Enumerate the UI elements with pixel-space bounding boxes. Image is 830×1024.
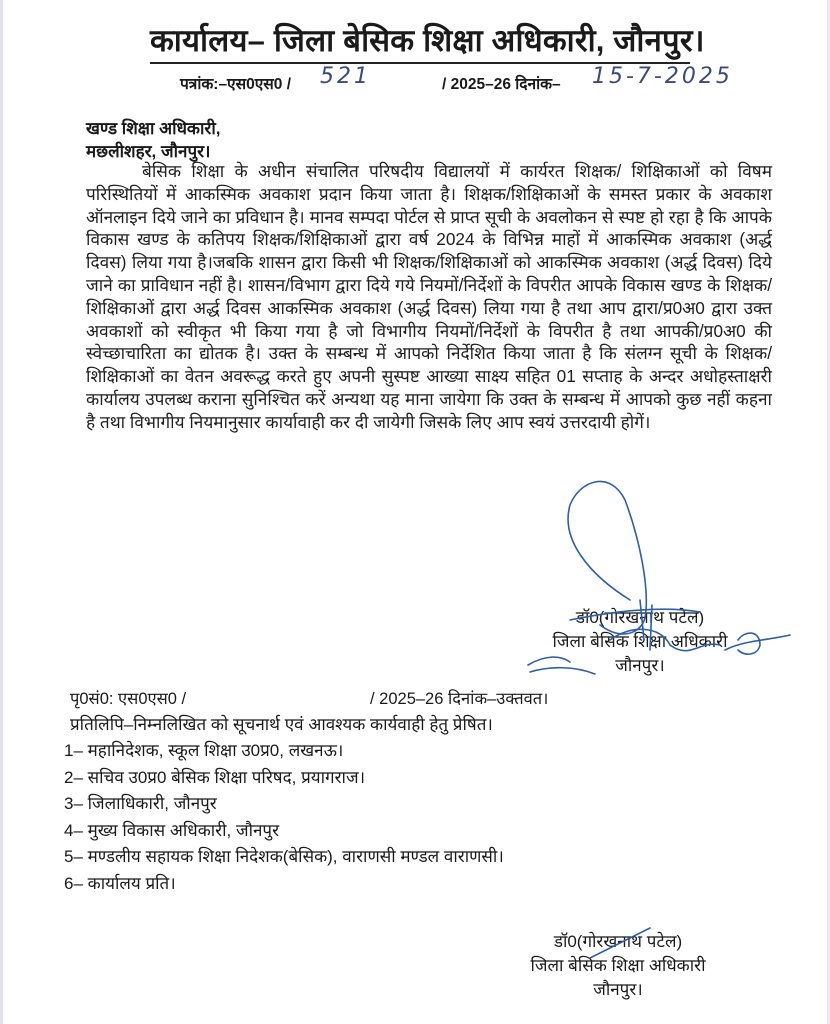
recipient-item: 2– सचिव उ0प्र0 बेसिक शिक्षा परिषद, प्रयागराज। [64,767,366,787]
recipient-item: 4– मुख्य विकास अधिकारी, जौनपुर [64,820,280,840]
signature-block-1 [520,606,760,678]
signatory-designation: जिला बेसिक शिक्षा अधिकारी [552,632,728,651]
signatory-place: जौनपुर। [593,980,643,999]
ref-suffix: / 2025–26 दिनांक– [442,76,561,93]
ref-number-handwritten: 521 [320,64,371,89]
recipient-item: 5– मण्डलीय सहायक शिक्षा निदेशक(बेसिक), वाराणसी मण्डल वाराणसी। [64,847,504,866]
letter-reference-line [180,66,800,94]
copy-ref-suffix: / 2025–26 दिनांक–उक्तवत। [370,690,549,708]
copy-intro: प्रतिलिपि–निम्नलिखित को सूचनार्थ एवं आवश्यक कार्यवाही हेतु प्रेषित। [70,715,493,734]
recipient-item: 1– महानिदेशक, स्कूल शिक्षा उ0प्र0, लखनऊ। [64,741,344,760]
signatory-designation: जिला बेसिक शिक्षा अधिकारी [530,956,706,975]
page-edge-left [0,0,3,1024]
date-handwritten: 15-7-2025 [592,64,733,89]
signatory-name: डॉ0(गोरखनाथ पटेल) [553,932,683,951]
signatory-place: जौनपुर। [615,656,665,675]
recipient-item: 3– जिलाधिकारी, जौनपुर [64,794,217,813]
ref-prefix: पत्रांक:–एस0एस0 / [180,76,292,93]
office-heading: कार्यालय– जिला बेसिक शिक्षा अधिकारी, जौनपुर। [150,22,690,64]
signature-block-2 [498,930,738,1002]
addressee-line-2: मछलीशहर, जौनपुर। [86,142,211,161]
copy-recipients-list [64,738,504,897]
copy-reference-line [70,686,630,708]
copy-ref-prefix: पृ0सं0: एस0एस0 / [70,690,187,708]
recipient-item: 6– कार्यालय प्रति। [64,873,176,893]
letter-body: बेसिक शिक्षा के अधीन संचालित परिषदीय विद्यालयों में कार्यरत शिक्षक/ शिक्षिकाओं को विषम परिस्थितियों में आकस्मिक अवकाश प्रदान किया जाता है। शिक्षक/शिक्षिकाओं के समस्त प्रकार के अवकाश ऑनलाइन दिये जाने का प्रविधान है। मानव सम्पदा पोर्टल से प्राप्त सूची के अवलोकन से स्पष्ट हो रहा है कि आपके विकास खण्ड के कतिपय शिक्षक/शिक्षिकाओं द्वारा वर्ष 2024 के विभिन्न माहों में आकस्मिक अवकाश (अर्द्ध दिवस) लिया गया है।जबकि शासन द्वारा किसी भी शिक्षक/शिक्षिकाओं को आकस्मिक अवकाश (अर्द्ध दिवस) दिये जाने का प्राविधान नहीं है। शासन/विभाग द्वारा दिये गये नियमों/निर्देशों के विपरीत आपके विकास खण्ड के शिक्षक/शिक्षिकाओं द्वारा अर्द्ध दिवस आकस्मिक अवकाश (अर्द्ध दिवस) लिया गया है तथा आप द्वारा/प्र0अ0 द्वारा उक्त अवकाशों को स्वीकृत भी किया गया है जो विभागीय नियमों/निर्देशों के विपरीत है तथा आपकी/प्र0अ0 की स्वेच्छाचारिता का द्योतक है। उक्त के सम्बन्ध में आपको निर्देशित किया जाता है कि संलग्न सूची के शिक्षक/शिक्षिकाओं का वेतन अवरूद्ध करते हुए अपनी सुस्पष्ट आख्या साक्ष्य सहित 01 सप्ताह के अन्दर अधोहस्ताक्षरी कार्यालय उपलब्ध कराना सुनिश्चित करें अन्यथा यह माना जायेगा कि उक्त के सम्बन्ध में आपको कुछ नहीं कहना है तथा विभागीय नियमानुसार कार्यावाही कर दी जायेगी जिसके लिए आप स्वयं उत्तरदायी होगें। [86,161,772,432]
signatory-name: डॉ0(गोरखनाथ पटेल) [575,608,705,627]
addressee-line-1: खण्ड शिक्षा अधिकारी, [86,119,221,138]
